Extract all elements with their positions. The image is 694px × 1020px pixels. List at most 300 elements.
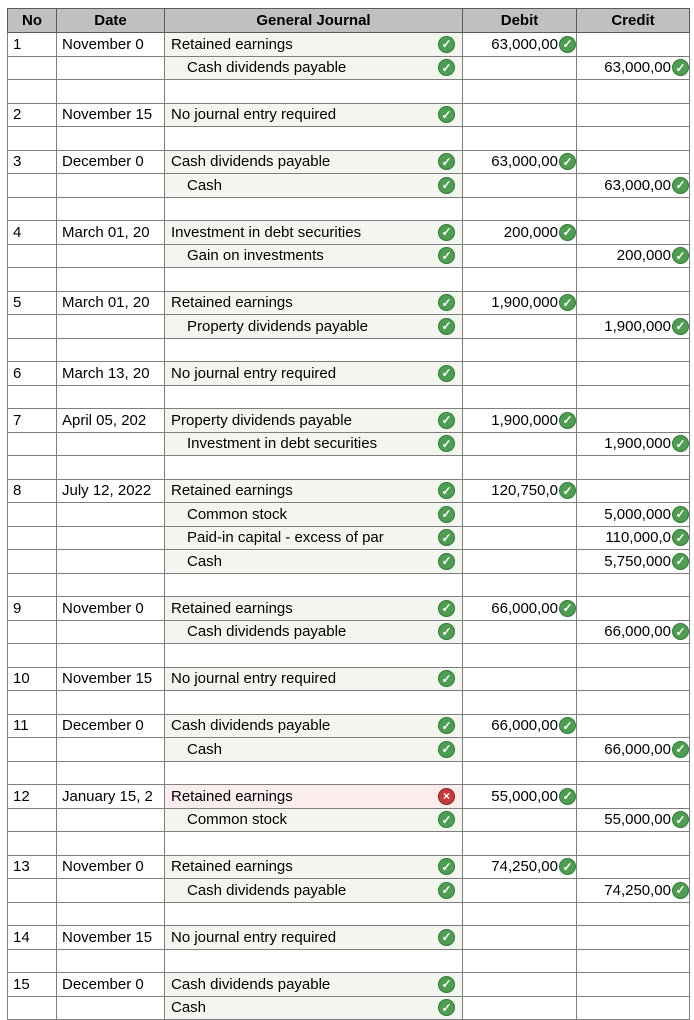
- debit-amount: 1,900,000: [491, 411, 558, 429]
- debit-cell: [463, 738, 577, 762]
- debit-cell: [463, 973, 577, 997]
- debit-cell: [463, 926, 577, 950]
- check-icon: ✓: [438, 106, 455, 123]
- row-number-cell: [8, 56, 57, 80]
- debit-amount: 1,900,000: [491, 294, 558, 312]
- check-icon: ✓: [559, 482, 576, 499]
- credit-amount: 200,000: [616, 247, 671, 265]
- date-cell[interactable]: January 15, 2: [57, 785, 165, 809]
- credit-cell[interactable]: [577, 244, 690, 268]
- check-icon: ✓: [438, 858, 455, 875]
- account-cell[interactable]: [165, 432, 463, 456]
- debit-cell: [463, 996, 577, 1020]
- check-icon: ✓: [438, 882, 455, 899]
- account-label: Cash: [187, 176, 223, 194]
- account-cell[interactable]: [165, 291, 463, 315]
- debit-amount: 55,000,00: [491, 787, 558, 805]
- account-cell[interactable]: [165, 244, 463, 268]
- check-icon: ✓: [438, 976, 455, 993]
- credit-cell: [577, 479, 690, 503]
- journal-row: [8, 221, 690, 245]
- journal-row: [8, 926, 690, 950]
- date-cell: [57, 432, 165, 456]
- debit-cell[interactable]: [463, 409, 577, 433]
- debit-cell: [463, 362, 577, 386]
- credit-cell: [577, 996, 690, 1020]
- credit-cell: [577, 456, 690, 480]
- credit-cell: [577, 714, 690, 738]
- date-cell: [57, 503, 165, 527]
- account-cell: [165, 644, 463, 668]
- debit-cell[interactable]: [463, 714, 577, 738]
- account-label: No journal entry required: [171, 106, 337, 124]
- check-icon: ✓: [672, 506, 689, 523]
- date-cell[interactable]: March 13, 20: [57, 362, 165, 386]
- debit-cell: [463, 691, 577, 715]
- account-cell: [165, 338, 463, 362]
- check-icon: ✓: [559, 788, 576, 805]
- check-icon: ✓: [438, 224, 455, 241]
- journal-row: [8, 620, 690, 644]
- row-number-cell: [8, 808, 57, 832]
- debit-cell: [463, 879, 577, 903]
- spacer-row: [8, 691, 690, 715]
- date-cell[interactable]: December 0: [57, 973, 165, 997]
- row-number-cell: [8, 315, 57, 339]
- debit-cell: [463, 503, 577, 527]
- check-icon: ✓: [438, 247, 455, 264]
- account-label: No journal entry required: [171, 670, 337, 688]
- spacer-row: [8, 80, 690, 104]
- journal-row: [8, 855, 690, 879]
- credit-cell: [577, 385, 690, 409]
- debit-cell: [463, 127, 577, 151]
- check-icon: ✓: [438, 294, 455, 311]
- debit-cell: [463, 526, 577, 550]
- row-number-cell: [8, 550, 57, 574]
- account-cell[interactable]: [165, 620, 463, 644]
- account-label: Cash dividends payable: [187, 881, 347, 899]
- credit-cell: [577, 573, 690, 597]
- account-label: No journal entry required: [171, 364, 337, 382]
- debit-cell: [463, 902, 577, 926]
- credit-amount: 110,000,0: [605, 529, 671, 547]
- debit-cell[interactable]: [463, 479, 577, 503]
- credit-cell: [577, 949, 690, 973]
- credit-cell[interactable]: [577, 503, 690, 527]
- date-cell: [57, 244, 165, 268]
- credit-cell: [577, 33, 690, 57]
- journal-row: [8, 315, 690, 339]
- credit-cell[interactable]: [577, 432, 690, 456]
- credit-cell: [577, 338, 690, 362]
- credit-cell[interactable]: [577, 620, 690, 644]
- row-number-cell: 1: [8, 33, 57, 57]
- debit-cell: [463, 761, 577, 785]
- journal-row: [8, 597, 690, 621]
- row-number-cell: [8, 879, 57, 903]
- row-number-cell: 11: [8, 714, 57, 738]
- credit-cell: [577, 761, 690, 785]
- account-cell[interactable]: [165, 174, 463, 198]
- credit-cell[interactable]: [577, 738, 690, 762]
- row-number-cell: [8, 127, 57, 151]
- debit-cell: [463, 573, 577, 597]
- check-icon: ✓: [438, 482, 455, 499]
- account-cell: [165, 832, 463, 856]
- debit-cell: [463, 832, 577, 856]
- account-cell[interactable]: [165, 33, 463, 57]
- credit-cell: [577, 127, 690, 151]
- row-number-cell: [8, 80, 57, 104]
- spacer-row: [8, 902, 690, 926]
- credit-cell: [577, 150, 690, 174]
- row-number-cell: [8, 503, 57, 527]
- journal-row: [8, 56, 690, 80]
- account-cell[interactable]: [165, 879, 463, 903]
- row-number-cell: [8, 432, 57, 456]
- row-number-cell: [8, 620, 57, 644]
- journal-row: [8, 503, 690, 527]
- col-header-date: Date: [57, 9, 165, 33]
- account-cell[interactable]: [165, 738, 463, 762]
- journal-row: [8, 996, 690, 1020]
- row-number-cell: 5: [8, 291, 57, 315]
- account-label: Property dividends payable: [187, 317, 368, 335]
- spacer-row: [8, 761, 690, 785]
- account-cell: [165, 197, 463, 221]
- journal-row: [8, 432, 690, 456]
- spacer-row: [8, 949, 690, 973]
- check-icon: ✓: [438, 59, 455, 76]
- row-number-cell: 13: [8, 855, 57, 879]
- row-number-cell: [8, 456, 57, 480]
- account-cell[interactable]: [165, 667, 463, 691]
- date-cell[interactable]: March 01, 20: [57, 291, 165, 315]
- debit-cell: [463, 949, 577, 973]
- account-cell: [165, 268, 463, 292]
- debit-cell: [463, 385, 577, 409]
- credit-cell: [577, 855, 690, 879]
- credit-cell: [577, 926, 690, 950]
- debit-cell[interactable]: [463, 291, 577, 315]
- spacer-row: [8, 197, 690, 221]
- credit-cell: [577, 785, 690, 809]
- date-cell: [57, 80, 165, 104]
- date-cell: [57, 526, 165, 550]
- account-label: Cash: [171, 999, 207, 1017]
- check-icon: ✓: [438, 435, 455, 452]
- date-cell[interactable]: November 0: [57, 855, 165, 879]
- row-number-cell: [8, 996, 57, 1020]
- check-icon: ✓: [438, 506, 455, 523]
- account-cell[interactable]: [165, 855, 463, 879]
- x-icon: ×: [438, 788, 455, 805]
- account-cell[interactable]: [165, 362, 463, 386]
- account-cell[interactable]: [165, 503, 463, 527]
- debit-amount: 74,250,00: [491, 858, 558, 876]
- credit-cell: [577, 221, 690, 245]
- check-icon: ✓: [672, 553, 689, 570]
- journal-row: [8, 409, 690, 433]
- spacer-row: [8, 832, 690, 856]
- account-cell[interactable]: [165, 103, 463, 127]
- debit-cell: [463, 244, 577, 268]
- date-cell[interactable]: November 15: [57, 667, 165, 691]
- date-cell: [57, 127, 165, 151]
- check-icon: ✓: [438, 365, 455, 382]
- credit-amount: 5,000,000: [604, 505, 671, 523]
- account-cell: [165, 902, 463, 926]
- account-cell[interactable]: [165, 714, 463, 738]
- date-cell[interactable]: April 05, 202: [57, 409, 165, 433]
- check-icon: ✓: [672, 247, 689, 264]
- credit-amount: 74,250,00: [604, 881, 671, 899]
- row-number-cell: [8, 832, 57, 856]
- debit-cell[interactable]: [463, 150, 577, 174]
- date-cell[interactable]: November 0: [57, 33, 165, 57]
- account-cell: [165, 761, 463, 785]
- journal-row: [8, 362, 690, 386]
- journal-row: [8, 785, 690, 809]
- credit-cell[interactable]: [577, 550, 690, 574]
- credit-cell: [577, 902, 690, 926]
- check-icon: ✓: [672, 529, 689, 546]
- row-number-cell: [8, 902, 57, 926]
- account-cell[interactable]: [165, 926, 463, 950]
- credit-cell[interactable]: [577, 526, 690, 550]
- col-header-journal: General Journal: [165, 9, 463, 33]
- date-cell: [57, 197, 165, 221]
- check-icon: ✓: [438, 36, 455, 53]
- row-number-cell: 14: [8, 926, 57, 950]
- date-cell: [57, 949, 165, 973]
- journal-row: [8, 33, 690, 57]
- check-icon: ✓: [438, 153, 455, 170]
- debit-amount: 63,000,00: [491, 35, 558, 53]
- account-label: Cash dividends payable: [187, 59, 347, 77]
- debit-cell: [463, 80, 577, 104]
- check-icon: ✓: [438, 318, 455, 335]
- debit-amount: 66,000,00: [491, 599, 558, 617]
- row-number-cell: 6: [8, 362, 57, 386]
- row-number-cell: 4: [8, 221, 57, 245]
- account-label: Investment in debt securities: [187, 435, 378, 453]
- row-number-cell: 3: [8, 150, 57, 174]
- account-label: Gain on investments: [187, 247, 324, 265]
- account-cell[interactable]: [165, 315, 463, 339]
- account-label: Cash dividends payable: [187, 623, 347, 641]
- journal-row: [8, 103, 690, 127]
- account-label: Retained earnings: [171, 35, 293, 53]
- account-cell[interactable]: [165, 808, 463, 832]
- account-cell[interactable]: [165, 526, 463, 550]
- debit-cell[interactable]: [463, 855, 577, 879]
- check-icon: ✓: [438, 741, 455, 758]
- date-cell[interactable]: July 12, 2022: [57, 479, 165, 503]
- account-label: Paid-in capital - excess of par: [187, 529, 384, 547]
- account-cell[interactable]: [165, 221, 463, 245]
- credit-amount: 1,900,000: [604, 435, 671, 453]
- row-number-cell: [8, 244, 57, 268]
- check-icon: ✓: [559, 600, 576, 617]
- date-cell[interactable]: December 0: [57, 714, 165, 738]
- credit-cell: [577, 362, 690, 386]
- date-cell: [57, 385, 165, 409]
- date-cell: [57, 761, 165, 785]
- account-cell: [165, 127, 463, 151]
- credit-cell[interactable]: [577, 879, 690, 903]
- credit-cell: [577, 691, 690, 715]
- account-cell[interactable]: [165, 550, 463, 574]
- debit-cell: [463, 808, 577, 832]
- debit-cell: [463, 56, 577, 80]
- account-cell: [165, 573, 463, 597]
- date-cell: [57, 268, 165, 292]
- credit-cell[interactable]: [577, 808, 690, 832]
- row-number-cell: [8, 197, 57, 221]
- credit-cell: [577, 667, 690, 691]
- col-header-no: No: [8, 9, 57, 33]
- date-cell: [57, 550, 165, 574]
- row-number-cell: [8, 738, 57, 762]
- account-label: Cash dividends payable: [171, 975, 331, 993]
- spacer-row: [8, 127, 690, 151]
- debit-cell: [463, 432, 577, 456]
- debit-cell: [463, 338, 577, 362]
- account-cell[interactable]: [165, 479, 463, 503]
- check-icon: ✓: [672, 177, 689, 194]
- debit-cell: [463, 667, 577, 691]
- debit-cell: [463, 268, 577, 292]
- journal-row: [8, 150, 690, 174]
- check-icon: ✓: [438, 600, 455, 617]
- account-label: Common stock: [187, 811, 288, 829]
- general-journal-table: [7, 8, 690, 1020]
- debit-cell: [463, 174, 577, 198]
- date-cell[interactable]: November 0: [57, 597, 165, 621]
- row-number-cell: [8, 949, 57, 973]
- journal-row: [8, 550, 690, 574]
- date-cell: [57, 902, 165, 926]
- credit-amount: 66,000,00: [604, 740, 671, 758]
- debit-cell: [463, 456, 577, 480]
- row-number-cell: 10: [8, 667, 57, 691]
- check-icon: ✓: [438, 623, 455, 640]
- account-cell[interactable]: [165, 150, 463, 174]
- debit-amount: 120,750,0: [491, 482, 558, 500]
- check-icon: ✓: [672, 811, 689, 828]
- header-row: [8, 9, 690, 33]
- date-cell[interactable]: November 15: [57, 103, 165, 127]
- row-number-cell: 9: [8, 597, 57, 621]
- check-icon: ✓: [559, 858, 576, 875]
- row-number-cell: 15: [8, 973, 57, 997]
- check-icon: ✓: [438, 717, 455, 734]
- debit-cell[interactable]: [463, 33, 577, 57]
- spacer-row: [8, 268, 690, 292]
- journal-row: [8, 526, 690, 550]
- debit-cell: [463, 620, 577, 644]
- journal-row: [8, 738, 690, 762]
- debit-cell[interactable]: [463, 597, 577, 621]
- journal-row: [8, 973, 690, 997]
- check-icon: ✓: [559, 717, 576, 734]
- account-label: Retained earnings: [171, 858, 293, 876]
- account-cell: [165, 80, 463, 104]
- journal-row: [8, 244, 690, 268]
- date-cell: [57, 832, 165, 856]
- row-number-cell: [8, 268, 57, 292]
- account-label: Retained earnings: [171, 294, 293, 312]
- row-number-cell: [8, 174, 57, 198]
- row-number-cell: 7: [8, 409, 57, 433]
- check-icon: ✓: [438, 177, 455, 194]
- spacer-row: [8, 338, 690, 362]
- check-icon: ✓: [672, 623, 689, 640]
- credit-cell[interactable]: [577, 56, 690, 80]
- credit-amount: 5,750,000: [604, 552, 671, 570]
- credit-amount: 63,000,00: [604, 176, 671, 194]
- journal-row: [8, 174, 690, 198]
- date-cell[interactable]: November 15: [57, 926, 165, 950]
- date-cell[interactable]: December 0: [57, 150, 165, 174]
- credit-cell[interactable]: [577, 315, 690, 339]
- account-cell[interactable]: [165, 56, 463, 80]
- account-cell: [165, 691, 463, 715]
- account-cell[interactable]: [165, 597, 463, 621]
- credit-cell: [577, 409, 690, 433]
- account-cell: [165, 949, 463, 973]
- debit-amount: 63,000,00: [491, 153, 558, 171]
- account-cell[interactable]: [165, 973, 463, 997]
- row-number-cell: 8: [8, 479, 57, 503]
- account-label: No journal entry required: [171, 928, 337, 946]
- account-label: Property dividends payable: [171, 411, 352, 429]
- credit-amount: 63,000,00: [604, 59, 671, 77]
- row-number-cell: [8, 526, 57, 550]
- date-cell: [57, 996, 165, 1020]
- account-label: Common stock: [187, 505, 288, 523]
- date-cell: [57, 338, 165, 362]
- row-number-cell: [8, 338, 57, 362]
- spacer-row: [8, 644, 690, 668]
- date-cell: [57, 174, 165, 198]
- debit-cell: [463, 103, 577, 127]
- col-header-credit: Credit: [577, 9, 690, 33]
- check-icon: ✓: [672, 435, 689, 452]
- account-label: Retained earnings: [171, 787, 293, 805]
- credit-cell: [577, 80, 690, 104]
- credit-cell: [577, 973, 690, 997]
- credit-cell: [577, 832, 690, 856]
- check-icon: ✓: [672, 741, 689, 758]
- account-cell[interactable]: [165, 996, 463, 1020]
- account-cell[interactable]: [165, 785, 463, 809]
- credit-cell[interactable]: [577, 174, 690, 198]
- credit-amount: 66,000,00: [604, 623, 671, 641]
- check-icon: ✓: [672, 59, 689, 76]
- date-cell[interactable]: March 01, 20: [57, 221, 165, 245]
- date-cell: [57, 456, 165, 480]
- journal-row: [8, 714, 690, 738]
- row-number-cell: [8, 573, 57, 597]
- check-icon: ✓: [438, 929, 455, 946]
- credit-amount: 55,000,00: [604, 811, 671, 829]
- account-cell[interactable]: [165, 409, 463, 433]
- debit-cell[interactable]: [463, 221, 577, 245]
- debit-cell[interactable]: [463, 785, 577, 809]
